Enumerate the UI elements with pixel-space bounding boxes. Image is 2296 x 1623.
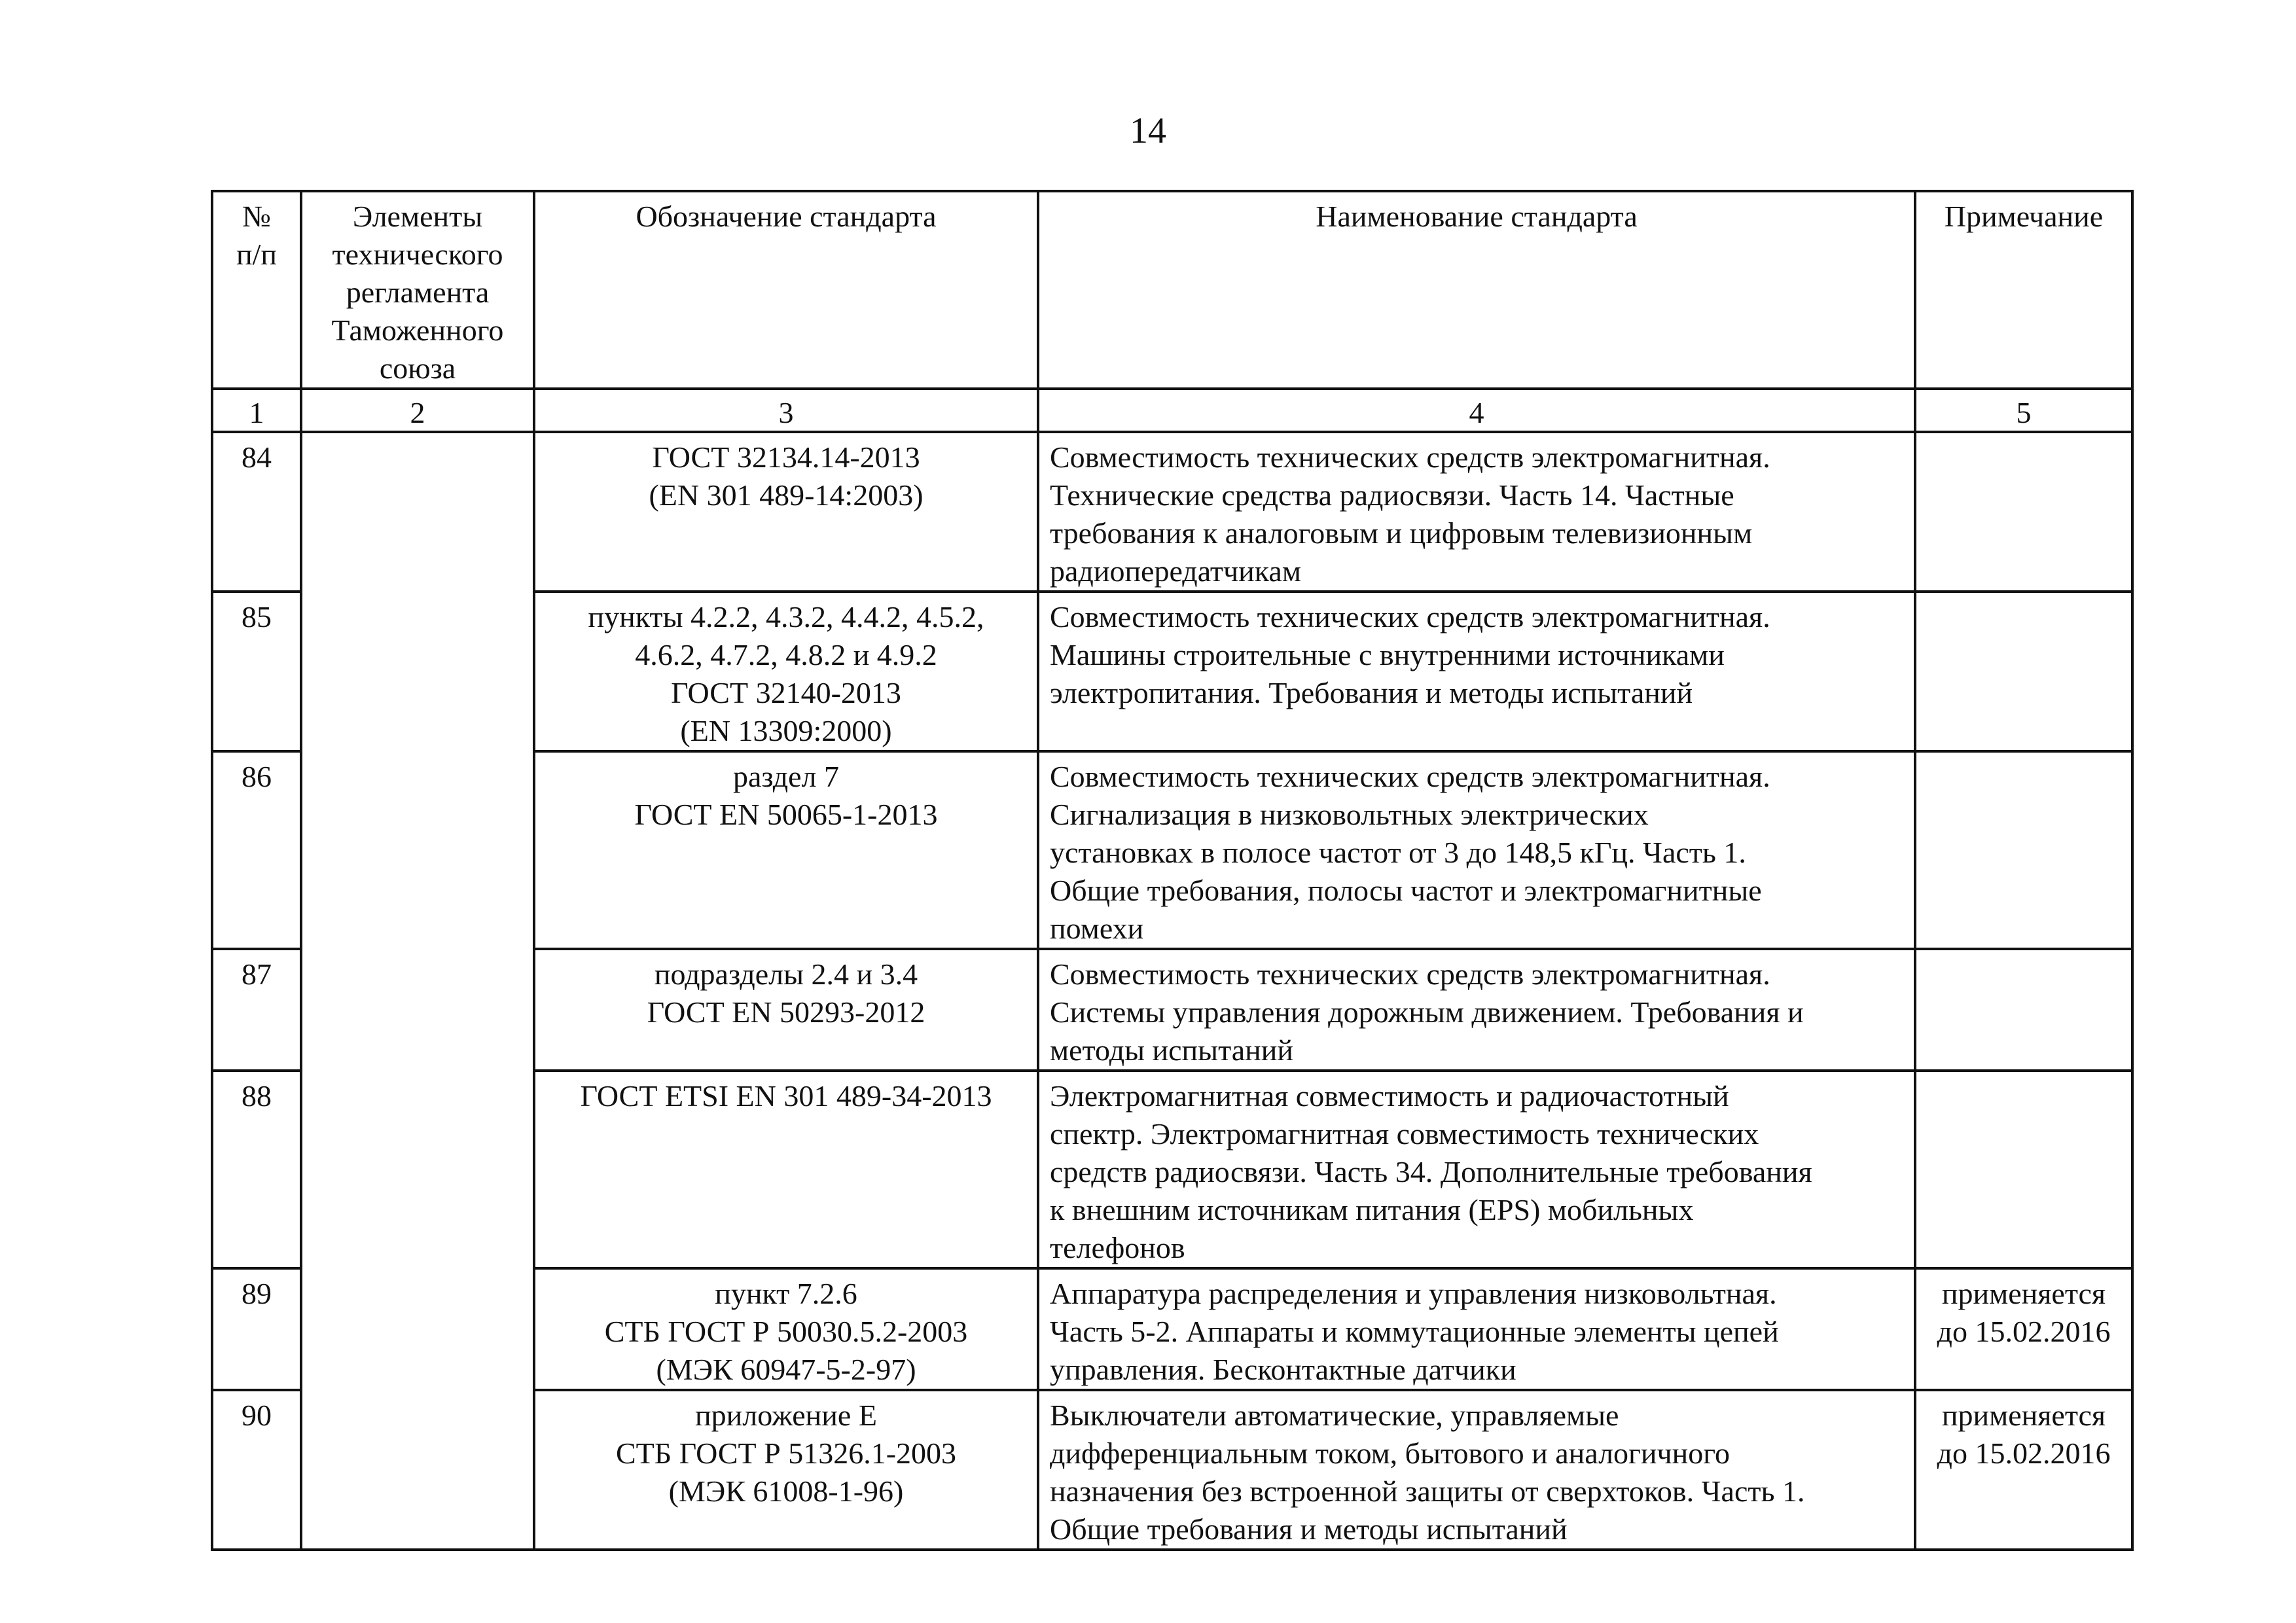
text-line: СТБ ГОСТ Р 51326.1-2003: [615, 1436, 957, 1470]
text-line: средств радиосвязи. Часть 34. Дополнительные требования: [1050, 1155, 1812, 1188]
text-line: ГОСТ EN 50065-1-2013: [634, 798, 938, 831]
row-number: 89: [212, 1268, 301, 1390]
text-line: ГОСТ 32134.14-2013: [652, 440, 920, 474]
header-standard-designation: Обозначение стандарта: [534, 191, 1038, 389]
standard-designation: [534, 949, 1038, 1071]
note: [1915, 751, 2132, 949]
text-line: регламента: [346, 276, 490, 309]
column-number: 5: [1915, 389, 2132, 432]
text-line: Выключатели автоматические, управляемые: [1050, 1399, 1619, 1432]
text-line: управления. Бесконтактные датчики: [1050, 1353, 1516, 1386]
text-line: Таможенного: [331, 313, 504, 347]
text-line: электропитания. Требования и методы испытаний: [1050, 676, 1693, 709]
text-line: Общие требования, полосы частот и электромагнитные: [1050, 874, 1762, 907]
row-number: 85: [212, 592, 301, 751]
text-line: пункт 7.2.6: [715, 1277, 857, 1310]
note: [1915, 949, 2132, 1071]
text-line: (EN 301 489-14:2003): [649, 478, 924, 512]
text-line: Элементы: [352, 200, 483, 233]
note: [1915, 432, 2132, 592]
text-line: 4.6.2, 4.7.2, 4.8.2 и 4.9.2: [635, 638, 937, 671]
note: [1915, 592, 2132, 751]
note: [1915, 1268, 2132, 1390]
standard-designation: [534, 1268, 1038, 1390]
text-line: методы испытаний: [1050, 1033, 1293, 1067]
row-number: 88: [212, 1071, 301, 1268]
column-number: 4: [1038, 389, 1915, 432]
standard-name: [1038, 432, 1915, 592]
text-line: приложение Е: [695, 1399, 877, 1432]
standard-designation: [534, 1071, 1038, 1268]
standard-name: [1038, 949, 1915, 1071]
text-line: применяется: [1941, 1399, 2106, 1432]
text-line: Часть 5-2. Аппараты и коммутационные элементы цепей: [1050, 1315, 1779, 1348]
header-row: [212, 191, 2132, 389]
text-line: Совместимость технических средств электромагнитная.: [1050, 600, 1770, 633]
text-line: пункты 4.2.2, 4.3.2, 4.4.2, 4.5.2,: [588, 600, 984, 633]
text-line: Системы управления дорожным движением. Требования и: [1050, 995, 1804, 1029]
standard-designation: [534, 592, 1038, 751]
text-line: до 15.02.2016: [1937, 1436, 2111, 1470]
standard-name: [1038, 1390, 1915, 1550]
text-line: ГОСТ 32140-2013: [671, 676, 901, 709]
standards-table: [211, 190, 2134, 1551]
header-standard-name: Наименование стандарта: [1038, 191, 1915, 389]
column-number-row: [212, 389, 2132, 432]
text-line: Технические средства радиосвязи. Часть 14. Частные: [1050, 478, 1734, 512]
text-line: раздел 7: [732, 760, 840, 793]
standard-designation: [534, 432, 1038, 592]
standard-name: [1038, 1071, 1915, 1268]
text-line: дифференциальным током, бытового и аналогичного: [1050, 1436, 1730, 1470]
regulation-elements-cell: [301, 432, 534, 1550]
text-line: Аппаратура распределения и управления низковольтная.: [1050, 1277, 1777, 1310]
text-line: помехи: [1050, 912, 1144, 945]
text-line: применяется: [1941, 1277, 2106, 1310]
note: [1915, 1390, 2132, 1550]
column-number: 1: [212, 389, 301, 432]
text-line: (МЭК 60947-5-2-97): [656, 1353, 916, 1386]
text-line: Общие требования и методы испытаний: [1050, 1512, 1568, 1546]
text-line: к внешним источникам питания (EPS) мобильных: [1050, 1193, 1694, 1226]
text-line: установках в полосе частот от 3 до 148,5 кГц. Часть 1.: [1050, 836, 1746, 869]
standard-name: [1038, 592, 1915, 751]
text-line: СТБ ГОСТ Р 50030.5.2-2003: [604, 1315, 968, 1348]
column-number: 3: [534, 389, 1038, 432]
row-number: 86: [212, 751, 301, 949]
row-number: 84: [212, 432, 301, 592]
text-line: Электромагнитная совместимость и радиочастотный: [1050, 1079, 1729, 1113]
text-line: ГОСТ ETSI EN 301 489-34-2013: [580, 1079, 992, 1113]
text-line: ГОСТ EN 50293-2012: [647, 995, 925, 1029]
text-line: спектр. Электромагнитная совместимость технических: [1050, 1117, 1759, 1150]
text-line: Совместимость технических средств электромагнитная.: [1050, 440, 1770, 474]
page-number: 14: [1130, 111, 1166, 151]
standard-designation: [534, 751, 1038, 949]
standard-name: [1038, 1268, 1915, 1390]
text-line: требования к аналоговым и цифровым телевизионным: [1050, 516, 1753, 550]
text-line: до 15.02.2016: [1937, 1315, 2111, 1348]
header-regulation-elements: [301, 191, 534, 389]
note: [1915, 1071, 2132, 1268]
standard-name: [1038, 751, 1915, 949]
text-line: Совместимость технических средств электромагнитная.: [1050, 760, 1770, 793]
header-number: [212, 191, 301, 389]
text-line: (EN 13309:2000): [680, 714, 892, 747]
text-line: Совместимость технических средств электромагнитная.: [1050, 957, 1770, 991]
standard-designation: [534, 1390, 1038, 1550]
text-line: Сигнализация в низковольтных электрических: [1050, 798, 1649, 831]
table-row: [212, 432, 2132, 592]
text-line: технического: [332, 238, 503, 271]
text-line: (МЭК 61008-1-96): [668, 1474, 904, 1508]
header-note: Примечание: [1915, 191, 2132, 389]
text-line: союза: [379, 351, 456, 385]
text-line: №: [242, 200, 271, 233]
text-line: назначения без встроенной защиты от сверхтоков. Часть 1.: [1050, 1474, 1805, 1508]
text-line: подразделы 2.4 и 3.4: [654, 957, 918, 991]
row-number: 90: [212, 1390, 301, 1550]
text-line: Машины строительные с внутренними источниками: [1050, 638, 1725, 671]
text-line: п/п: [236, 238, 277, 271]
row-number: 87: [212, 949, 301, 1071]
text-line: телефонов: [1050, 1231, 1185, 1264]
column-number: 2: [301, 389, 534, 432]
text-line: радиопередатчикам: [1050, 554, 1301, 588]
